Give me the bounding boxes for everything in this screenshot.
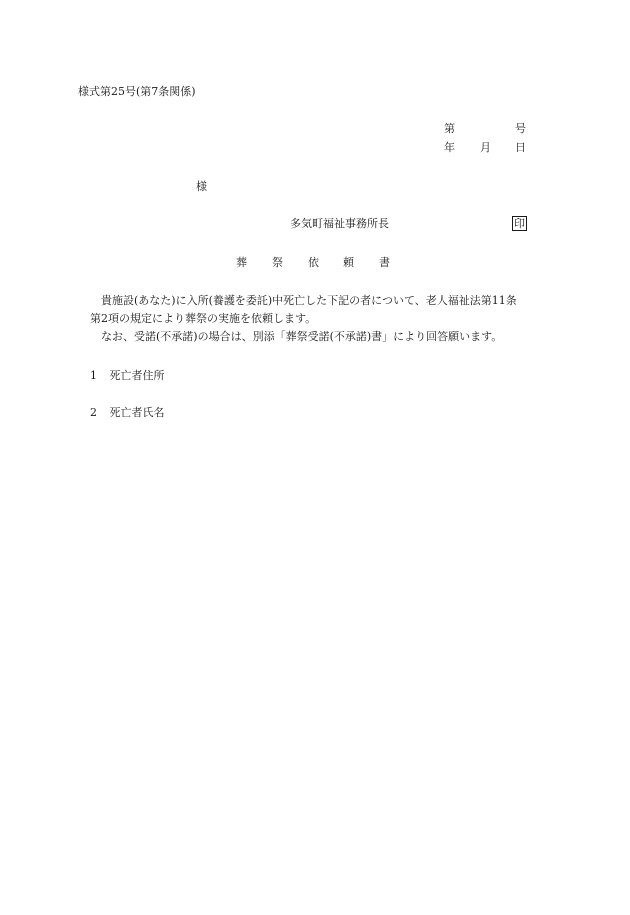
form-number: 様式第25号(第7条関係): [78, 85, 196, 98]
sender-title: 多気町福祉事務所長: [290, 217, 389, 230]
item-label: 死亡者住所: [109, 369, 165, 382]
item-label: 死亡者氏名: [109, 406, 165, 419]
title-char: 祭: [272, 256, 283, 269]
title-char: 書: [379, 256, 390, 269]
list-item: [90, 407, 165, 418]
title-char: 依: [308, 256, 319, 269]
body-line: 貴施設(あなた)に入所(養護を委託)中死亡した下記の者について、老人福祉法第11条: [101, 294, 517, 307]
doc-number-prefix: 第: [444, 122, 455, 135]
body-line: 第2項の規定により葬祭の実施を依頼します。: [90, 312, 317, 325]
item-number: 1: [90, 369, 97, 382]
title-char: 頼: [343, 256, 354, 269]
date-year: 年: [444, 141, 455, 154]
doc-number-suffix: 号: [515, 122, 526, 135]
seal-label: 印: [514, 217, 525, 230]
body-line: なお、受諾(不承諾)の場合は、別添「葬祭受諾(不承諾)書」により回答願います。: [101, 330, 503, 343]
title-char: 葬: [236, 256, 247, 269]
item-number: 2: [90, 406, 97, 419]
seal-box: [512, 216, 527, 231]
date-day: 日: [515, 141, 526, 154]
list-item: [90, 370, 165, 381]
date-month: 月: [480, 141, 491, 154]
recipient-honorific: 様: [196, 180, 207, 193]
